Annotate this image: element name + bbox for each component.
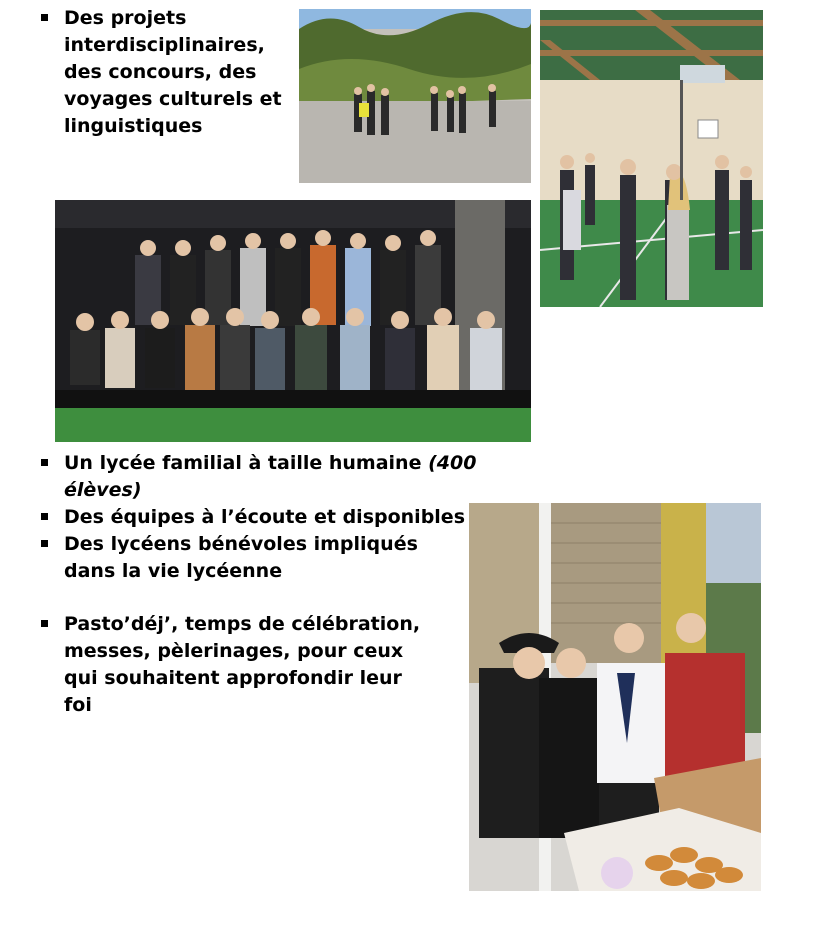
bullet-volunteers: Des lycéens bénévoles impliqués dans la vie lycéenne (38, 531, 454, 585)
student-count: (400 élèves) (64, 452, 477, 501)
photo-outdoor-group (299, 9, 531, 183)
bullet-family-school (38, 450, 558, 504)
bullet-projects: Des projets interdisciplinaires, des concours, des voyages culturels et linguistiques (38, 5, 288, 140)
photo-costume-party (469, 503, 761, 891)
bullet-teams: Des équipes à l’écoute et disponibles (38, 504, 558, 531)
photo-gym-dance (540, 10, 763, 307)
photo-theatre-group (55, 200, 531, 442)
top-bullet-list (38, 5, 288, 140)
bullet-family-school-text: Un lycée familial à taille humaine (64, 452, 429, 474)
bullet-faith: Pasto’déj’, temps de célébration, messes, pèlerinages, pour ceux qui souhaitent approfondir leur foi (38, 611, 434, 719)
